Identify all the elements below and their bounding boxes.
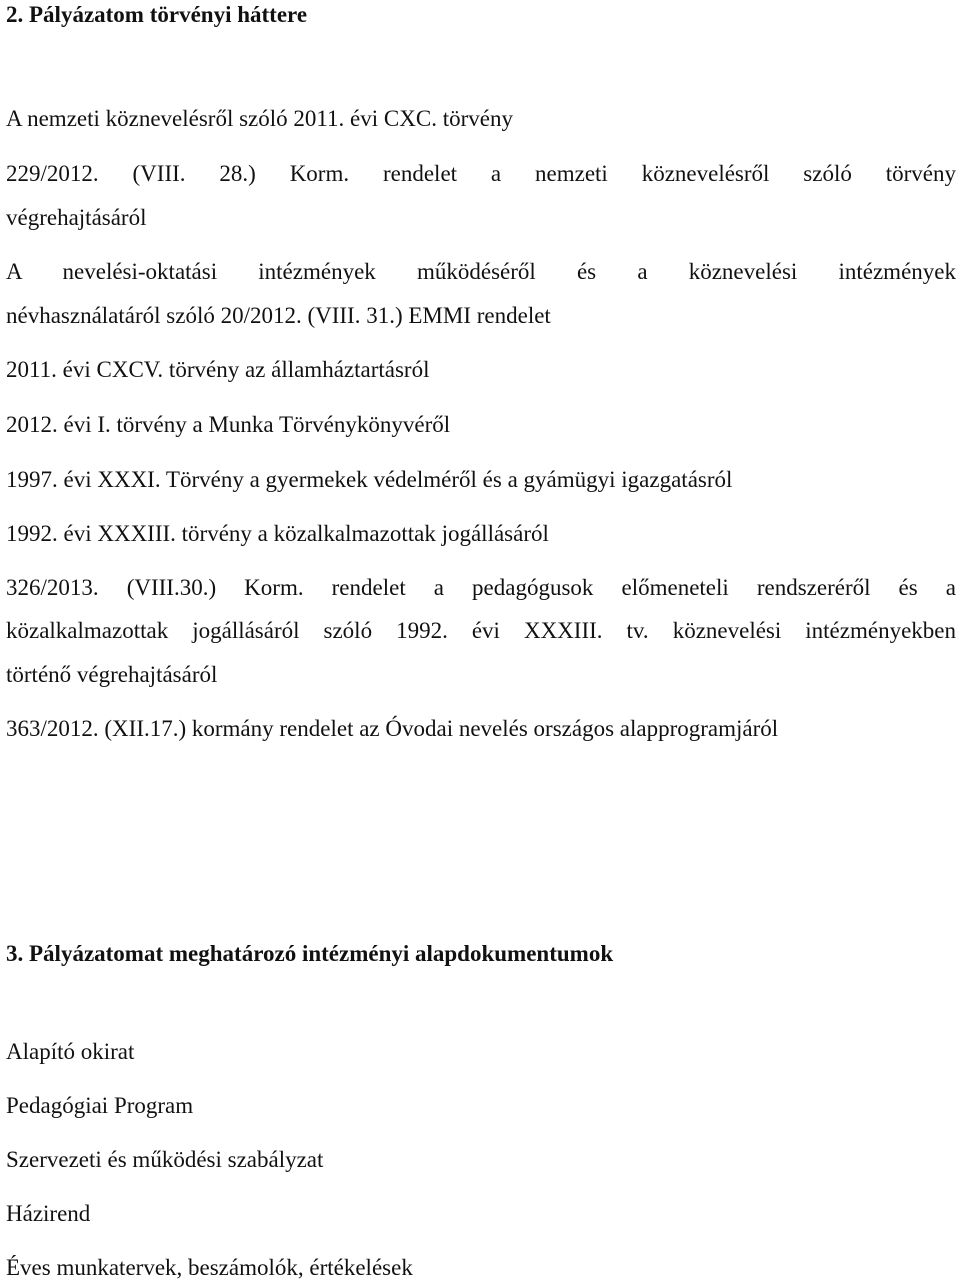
law-item-8-line-3: történő végrehajtásáról: [6, 662, 218, 687]
law-item-3-line-1: A nevelési-oktatási intézmények működéséről és a köznevelési intézmények: [6, 259, 956, 284]
law-item-7-line-1: 1992. évi XXXIII. törvény a közalkalmazottak jogállásáról: [6, 521, 549, 546]
law-item-6-line-1: 1997. évi XXXI. Törvény a gyermekek védelméről és a gyámügyi igazgatásról: [6, 467, 733, 492]
document-item-1: Alapító okirat: [6, 1039, 135, 1064]
law-item-9-line-1: 363/2012. (XII.17.) kormány rendelet az Óvodai nevelés országos alapprogramjáról: [6, 716, 779, 741]
document-item-4: Házirend: [6, 1201, 91, 1226]
document-item-5: Éves munkatervek, beszámolók, értékelések: [6, 1255, 413, 1280]
document-item-3: Szervezeti és működési szabályzat: [6, 1147, 324, 1172]
law-item-4-line-1: 2011. évi CXCV. törvény az államháztartásról: [6, 357, 430, 382]
section-3-heading: 3. Pályázatomat meghatározó intézményi alapdokumentumok: [6, 941, 614, 966]
document-item-2: Pedagógiai Program: [6, 1093, 194, 1118]
law-item-2-line-2: végrehajtásáról: [6, 205, 147, 230]
law-item-1-line-1: A nemzeti köznevelésről szóló 2011. évi CXC. törvény: [6, 106, 513, 131]
law-item-8-line-2: közalkalmazottak jogállásáról szóló 1992. évi XXXIII. tv. köznevelési intézményekben: [6, 618, 956, 643]
law-item-3-line-2: névhasználatáról szóló 20/2012. (VIII. 31.) EMMI rendelet: [6, 303, 551, 328]
law-item-8-line-1: 326/2013. (VIII.30.) Korm. rendelet a pedagógusok előmeneteli rendszeréről és a: [6, 575, 956, 600]
section-2-heading: 2. Pályázatom törvényi háttere: [6, 2, 308, 27]
law-item-5-line-1: 2012. évi I. törvény a Munka Törvénykönyvéről: [6, 412, 451, 437]
law-item-2-line-1: 229/2012. (VIII. 28.) Korm. rendelet a nemzeti köznevelésről szóló törvény: [6, 161, 956, 186]
